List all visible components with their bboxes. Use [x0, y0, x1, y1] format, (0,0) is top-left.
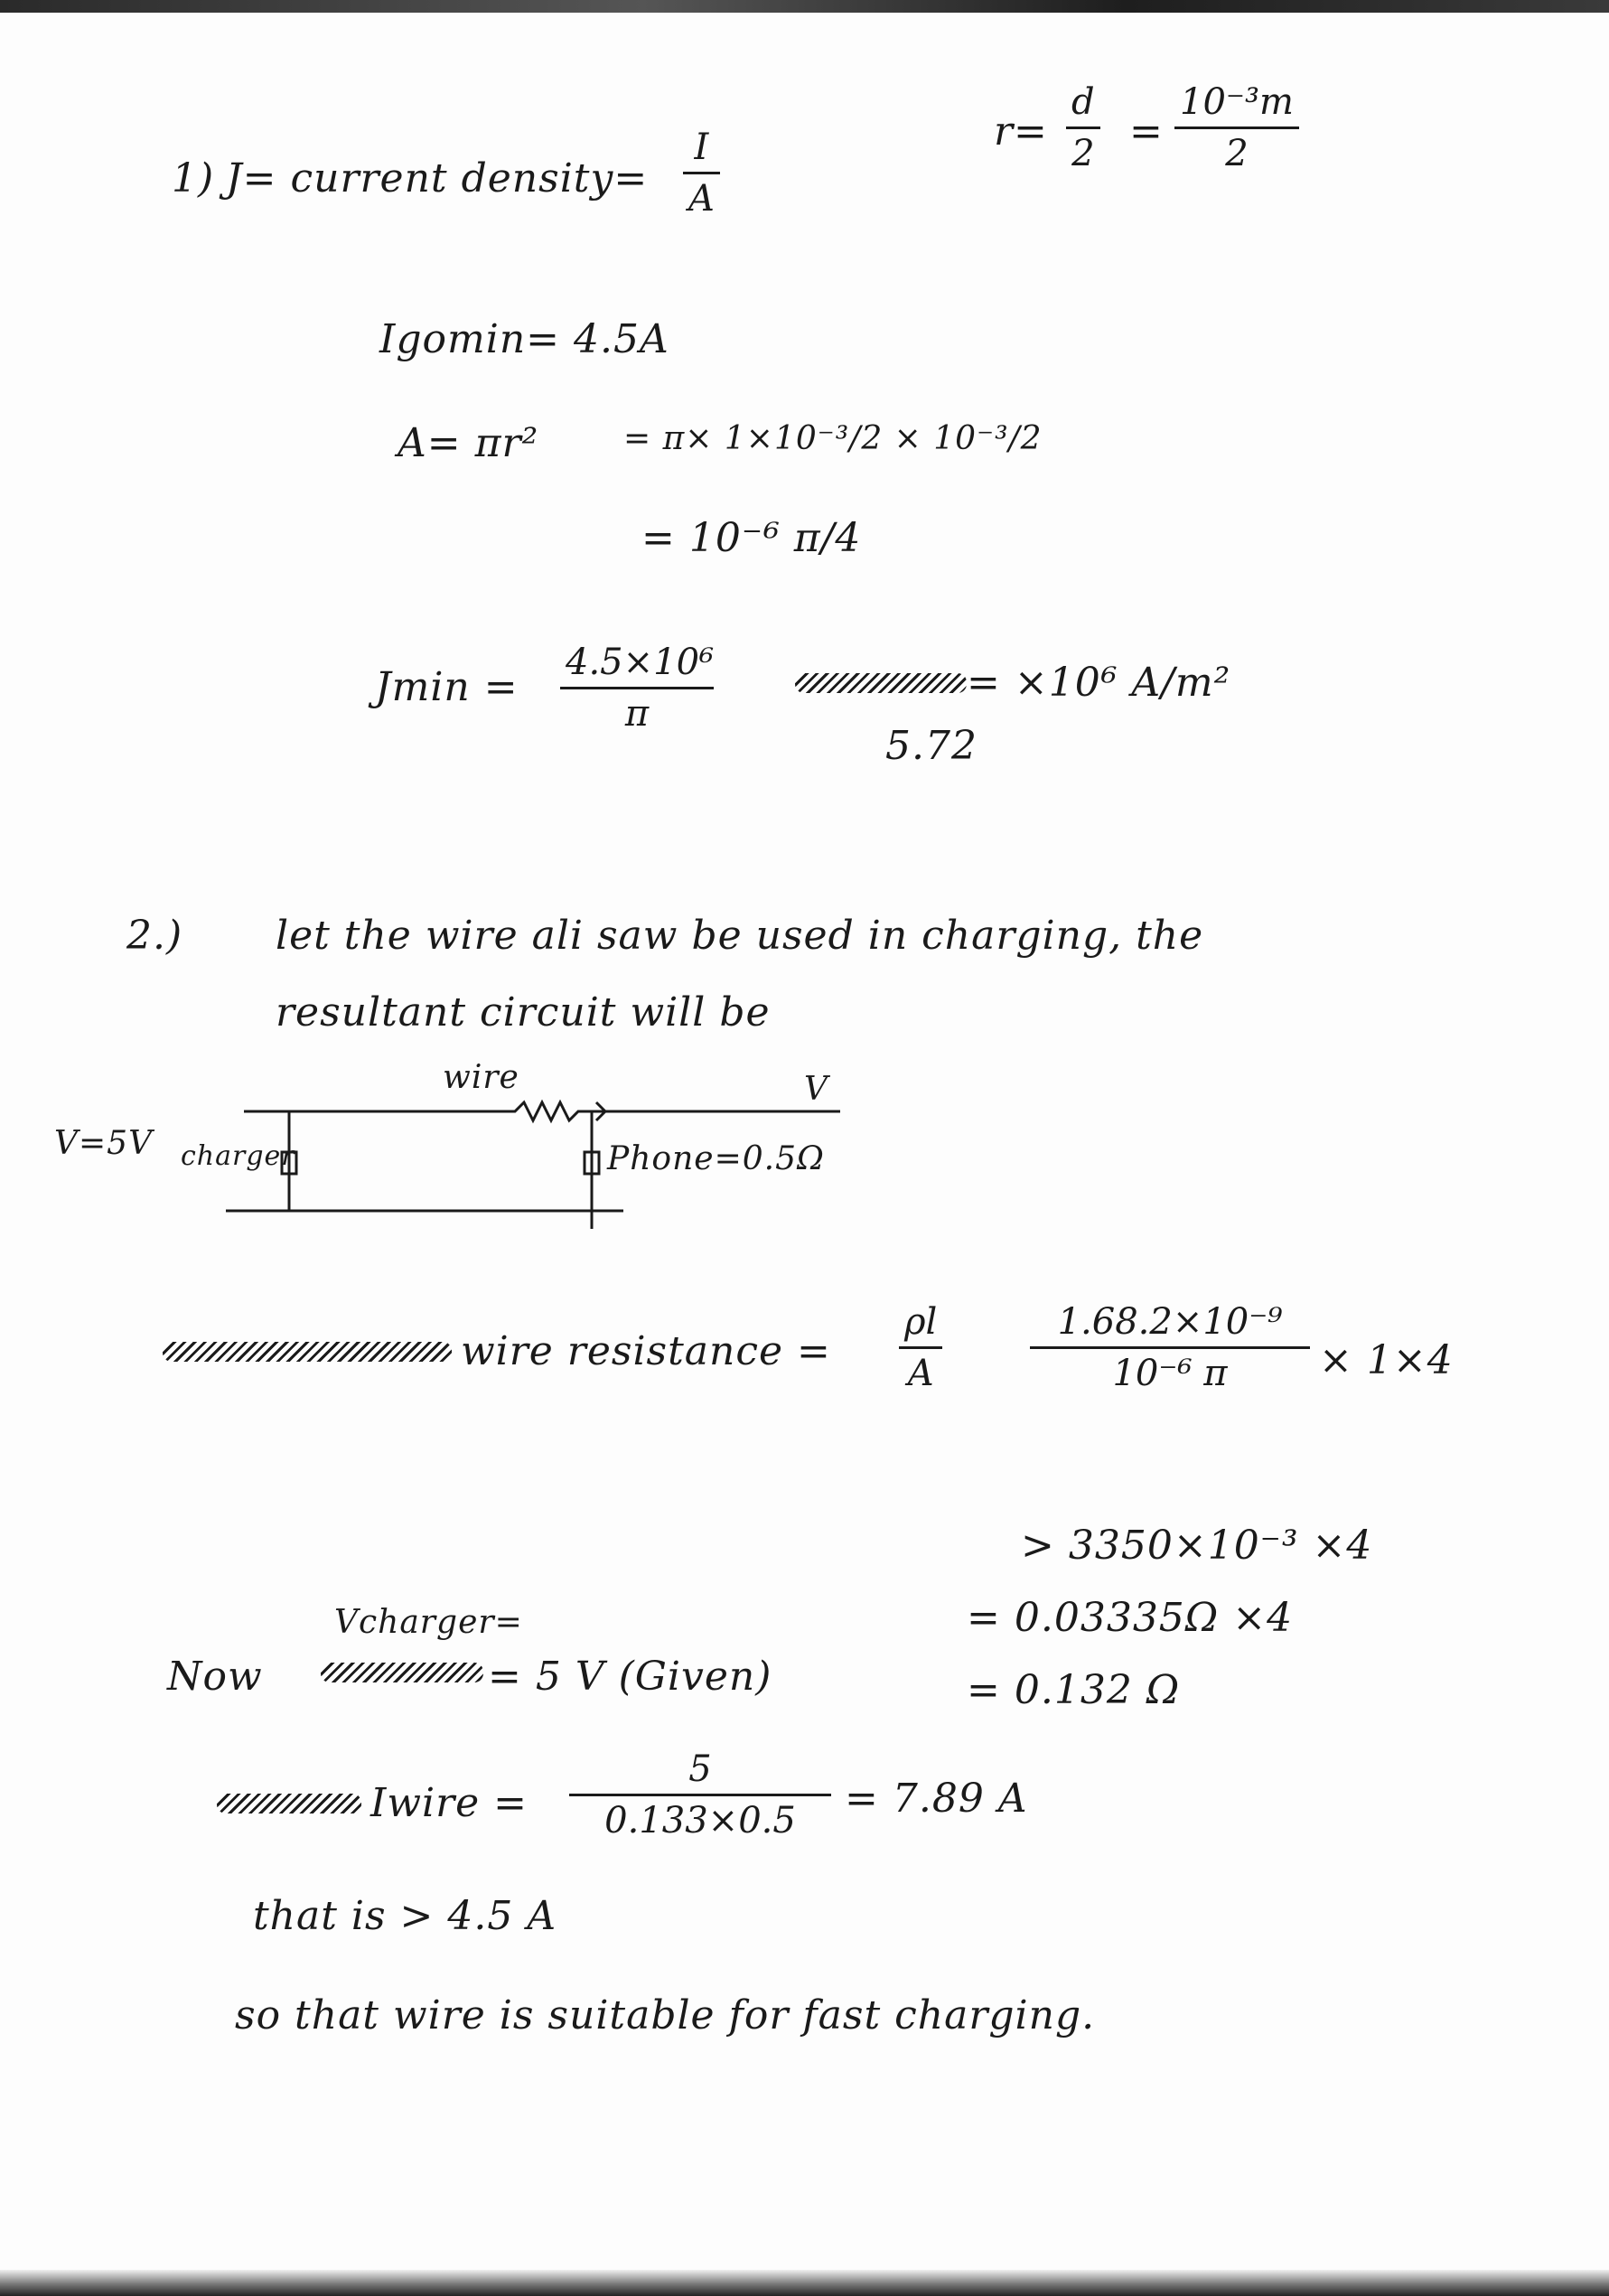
fraction-denominator: 2	[1225, 133, 1249, 174]
scan-edge-bottom	[0, 2270, 1609, 2296]
fraction-denominator: 10⁻⁶ π	[1112, 1353, 1228, 1394]
minimum-current: Igomin= 4.5A	[379, 316, 669, 362]
crossed-out-scribble	[163, 1342, 452, 1362]
phone-label: Phone=0.5Ω	[607, 1140, 825, 1177]
vcharger-label: Vcharger=	[334, 1604, 523, 1641]
scan-edge-top	[0, 0, 1609, 13]
radius-lhs: r=	[994, 108, 1048, 155]
q2-line-2: resultant circuit will be	[276, 989, 771, 1036]
radius-fraction-1	[1066, 81, 1100, 174]
fraction-bar	[1030, 1346, 1310, 1349]
crossed-out-scribble	[795, 673, 967, 693]
resistance-multiplier: × 1×4	[1319, 1337, 1454, 1383]
wire-label: wire	[443, 1059, 519, 1096]
j-min-lhs: Jmin =	[375, 664, 519, 710]
fraction-numerator: 4.5×10⁶	[566, 642, 715, 683]
radius-fraction-2	[1174, 81, 1299, 174]
j-min-rhs: = ×10⁶ A/m²	[967, 660, 1231, 706]
current-density-fraction	[683, 127, 720, 220]
j-min-value: 5.72	[885, 723, 978, 769]
area-lhs: A= πr²	[398, 420, 539, 466]
charger-label: charger	[181, 1140, 295, 1172]
resistance-fraction-1	[899, 1301, 942, 1394]
fraction-numerator: 10⁻³m	[1180, 81, 1294, 123]
fraction-numerator: d	[1071, 81, 1095, 123]
fraction-denominator: 2	[1071, 133, 1095, 174]
fraction-numerator: I	[694, 127, 709, 168]
fraction-bar	[683, 172, 720, 174]
fraction-numerator: ρl	[904, 1301, 938, 1343]
current-density-definition: J= current density=	[226, 155, 649, 201]
iwire-fraction	[569, 1748, 831, 1841]
voltage-label: V=5V	[54, 1125, 154, 1162]
fraction-numerator: 5	[688, 1748, 712, 1790]
resistance-step-1: > 3350×10⁻³ ×4	[1021, 1523, 1373, 1569]
j-min-fraction	[560, 642, 714, 735]
fraction-bar	[1174, 127, 1299, 129]
q1-label: 1)	[172, 155, 215, 201]
crossed-out-scribble	[217, 1794, 361, 1813]
resistance-step-3: = 0.132 Ω	[967, 1667, 1181, 1713]
q2-line-1: let the wire ali saw be used in charging, the	[276, 913, 1204, 959]
q2-label: 2.)	[126, 913, 183, 959]
resistance-fraction-2	[1030, 1301, 1310, 1394]
fraction-bar	[560, 687, 714, 689]
area-rhs: = π× 1×10⁻³/2 × 10⁻³/2	[623, 420, 1043, 457]
conclusion-line: so that wire is suitable for fast charging.	[235, 1992, 1096, 2038]
fraction-denominator: 0.133×0.5	[604, 1800, 796, 1841]
fraction-bar	[899, 1346, 942, 1349]
equals-sign: =	[1129, 108, 1164, 155]
iwire-lhs: Iwire =	[370, 1780, 529, 1826]
fraction-bar	[569, 1794, 831, 1796]
now-label: Now	[167, 1654, 263, 1700]
node-voltage-label: V	[804, 1071, 828, 1108]
crossed-out-scribble	[321, 1663, 483, 1682]
fraction-numerator: 1.68.2×10⁻⁹	[1057, 1301, 1283, 1343]
iwire-result: = 7.89 A	[845, 1776, 1028, 1822]
area-result: = 10⁻⁶ π/4	[641, 515, 862, 561]
fraction-denominator: A	[688, 178, 715, 220]
comparison-line: that is > 4.5 A	[253, 1893, 557, 1939]
resistance-step-2: = 0.03335Ω ×4	[967, 1595, 1294, 1641]
fraction-bar	[1066, 127, 1100, 129]
wire-resistor	[244, 1102, 605, 1120]
fraction-denominator: A	[907, 1353, 934, 1394]
fraction-denominator: π	[624, 693, 650, 735]
vcharger-value: = 5 V (Given)	[488, 1654, 772, 1700]
resistance-lhs: wire resistance =	[461, 1328, 831, 1374]
